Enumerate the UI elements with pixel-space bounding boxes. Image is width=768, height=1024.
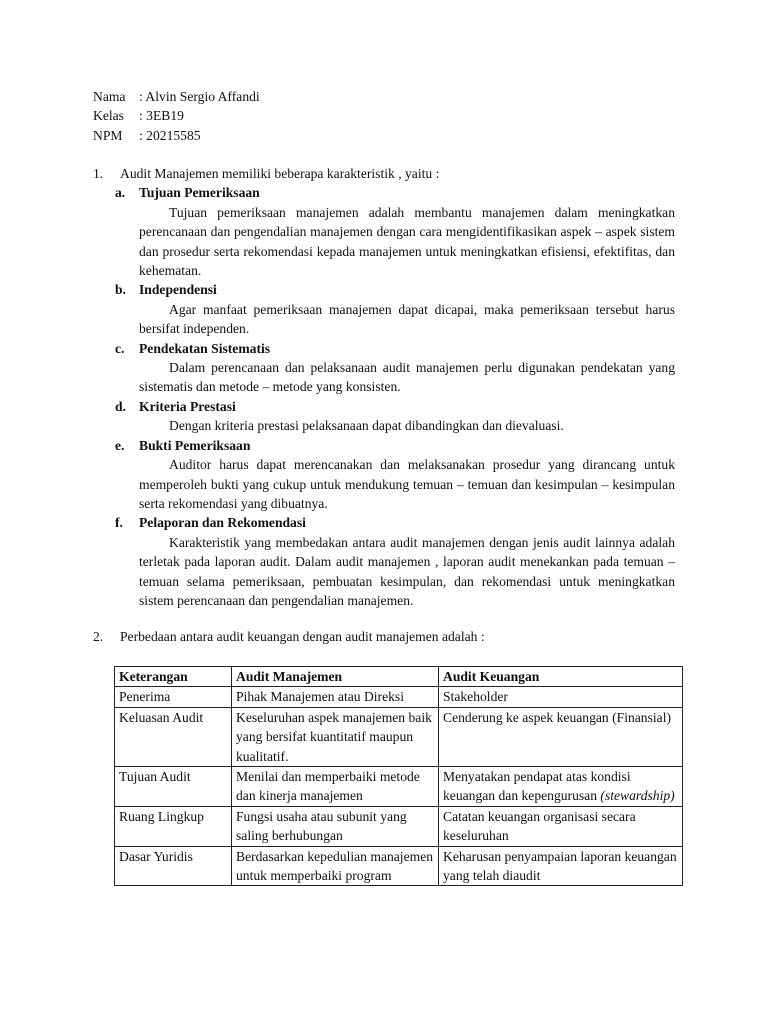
identity-npm-value: : 20215585 [139,127,201,143]
identity-name-label: Nama [93,89,126,104]
characteristic-heading [115,436,675,455]
row-audit-keuangan-text: Stakeholder [443,689,508,705]
row-audit-manajemen: Keseluruhan aspek manajemen baik yang bersifat kuantitatif maupun kualitatif. [232,707,439,766]
identity-name-row [93,87,260,106]
question-1-text: Audit Manajemen memiliki beberapa karakteristik , yaitu : [120,166,440,181]
row-label: Tujuan Audit [115,767,232,807]
row-audit-keuangan-text: Catatan keuangan organisasi secara keseluruhan [443,808,636,844]
question-2-number: 2. [93,629,104,644]
identity-npm-label: NPM [93,127,123,143]
table-row [115,707,683,766]
row-audit-manajemen: Fungsi usaha atau subunit yang saling berhubungan [232,806,439,846]
characteristic-heading [115,339,675,358]
header-audit-keuangan: Audit Keuangan [439,667,683,687]
characteristic-heading [115,183,675,202]
row-audit-keuangan-text: Cenderung ke aspek keuangan (Finansial) [443,709,672,725]
characteristic-letter: d. [115,398,126,414]
characteristic-body: Karakteristik yang membedakan antara audit manajemen dengan jenis audit lainnya adalah terletak pada laporan audit. Dalam audit manajemen , laporan audit menekankan pada temuan – temuan selama pemeriksaan, pembuatan kesimpulan, dan rekomendasi untuk meningkatkan sistem perencanaan dan pengendalian manajemen. [139,534,675,608]
characteristic-title: Pendekatan Sistematis [139,340,271,356]
identity-class-label: Kelas [93,108,124,124]
comparison-table [114,666,683,886]
characteristic-title: Pelaporan dan Rekomendasi [139,515,306,531]
question-2-heading [93,627,675,646]
identity-npm-row [93,126,260,145]
identity-class-value: : 3EB19 [139,108,184,124]
header-audit-manajemen: Audit Manajemen [232,667,439,687]
characteristic-item [115,397,675,436]
row-label: Dasar Yuridis [115,846,232,886]
characteristic-body: Tujuan pemeriksaan manajemen adalah membantu manajemen dalam meningkatkan perencanaan dan pengendalian manajemen dengan cara mengidentifikasikan aspek – aspek sistem dan prosedur serta rekomendasi kepada manajemen untuk meningkatkan efisiensi, efektifitas, dan kehematan. [139,204,675,279]
table-row [115,846,683,886]
characteristic-heading [115,280,675,299]
characteristic-heading [115,513,675,532]
row-audit-keuangan [439,846,683,886]
characteristic-body: Dalam perencanaan dan pelaksanaan audit manajemen perlu digunakan pendekatan yang sistematis dan metode – metode yang konsisten. [139,360,675,395]
characteristic-item [115,183,675,280]
characteristic-letter: f. [115,515,123,531]
table-header-row [115,667,683,687]
characteristic-item [115,339,675,397]
question-1 [93,164,675,610]
characteristic-body: Auditor harus dapat merencanakan dan melaksanakan prosedur yang dirancang untuk memperoleh bukti yang cukup untuk mendukung temuan – temuan dan kesimpulan – kesimpulan serta rekomendasi yang dibuatnya. [139,457,675,511]
characteristic-body: Dengan kriteria prestasi pelaksanaan dapat dibandingkan dan dievaluasi. [169,418,564,434]
identity-class-row [93,106,260,125]
characteristic-item [115,513,675,610]
row-audit-keuangan-italic: (stewardship) [600,788,675,804]
characteristic-heading [115,397,675,416]
row-audit-keuangan [439,687,683,707]
row-audit-keuangan [439,806,683,846]
characteristic-item [115,280,675,338]
characteristic-letter: e. [115,437,125,453]
row-audit-manajemen: Menilai dan memperbaiki metode dan kinerja manajemen [232,767,439,807]
row-audit-manajemen: Berdasarkan kepedulian manajemen untuk memperbaiki program [232,846,439,886]
row-label: Penerima [115,687,232,707]
row-audit-keuangan [439,767,683,807]
characteristic-letter: b. [115,282,126,298]
row-audit-keuangan-text: Menyatakan pendapat atas kondisi keuangan dan kepengurusan [443,769,631,804]
characteristic-title: Tujuan Pemeriksaan [139,185,260,201]
student-identity [93,87,260,145]
table-row [115,806,683,846]
characteristic-title: Bukti Pemeriksaan [139,437,251,453]
question-1-number: 1. [93,166,104,181]
characteristic-body: Agar manfaat pemeriksaan manajemen dapat dicapai, maka pemeriksaan tersebut harus bersifat independen. [139,301,675,337]
row-audit-keuangan [439,707,683,766]
characteristic-title: Kriteria Prestasi [139,398,236,414]
table-row [115,687,683,707]
question-1-heading [93,164,675,183]
identity-name-value: : Alvin Sergio Affandi [139,89,260,104]
row-audit-manajemen: Pihak Manajemen atau Direksi [232,687,439,707]
table-row [115,767,683,807]
question-2 [93,627,675,646]
row-label: Ruang Lingkup [115,806,232,846]
header-keterangan: Keterangan [115,667,232,687]
characteristic-letter: c. [115,340,125,356]
characteristic-title: Independensi [139,282,217,298]
question-2-text: Perbedaan antara audit keuangan dengan audit manajemen adalah : [120,629,485,644]
characteristic-item [115,436,675,514]
row-label: Keluasan Audit [115,707,232,766]
characteristic-letter: a. [115,185,126,201]
row-audit-keuangan-text: Keharusan penyampaian laporan keuangan yang telah diaudit [443,848,677,884]
